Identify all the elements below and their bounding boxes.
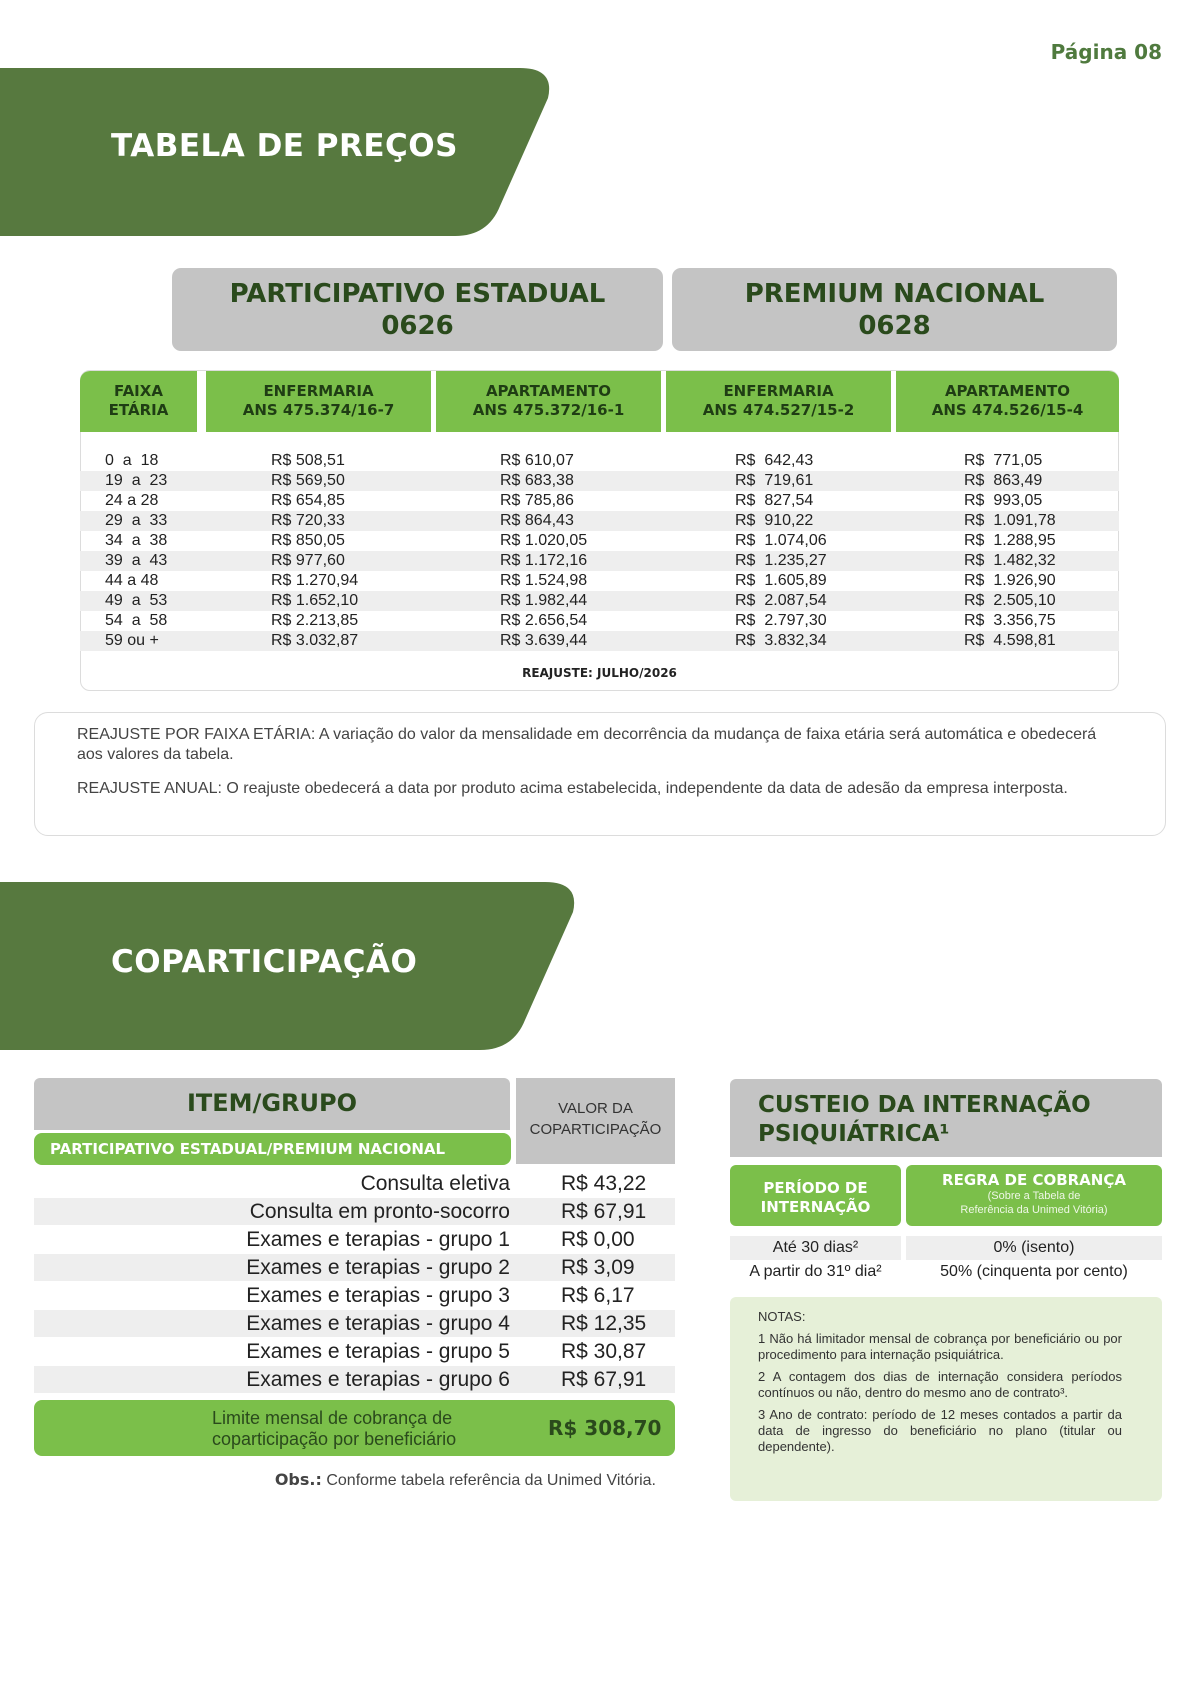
price-cell: R$ 1.926,90 (964, 572, 1056, 589)
item-label: Exames e terapias - grupo 4 (246, 1312, 510, 1335)
price-cell: R$ 977,60 (271, 552, 345, 569)
monthly-limit-row (34, 1400, 675, 1456)
obs-text: Conforme tabela referência da Unimed Vitória. (321, 1472, 656, 1489)
price-cell: R$ 3.832,34 (735, 632, 827, 649)
age-range: 34 a 38 (105, 532, 168, 549)
table-row (80, 471, 1119, 491)
price-cell: R$ 719,61 (735, 472, 814, 489)
table-row (80, 631, 1119, 651)
section-title: TABELA DE PREÇOS (111, 128, 458, 164)
column-header-apartamento-nacional (896, 371, 1119, 432)
header-line: ANS 475.374/16-7 (242, 401, 395, 419)
rule-cell: 50% (cinquenta por cento) (940, 1263, 1128, 1280)
price-cell: R$ 683,38 (500, 472, 574, 489)
custeio-title-line: CUSTEIO DA INTERNAÇÃO (758, 1092, 1091, 1118)
section-banner-precos (0, 68, 555, 236)
copart-row (34, 1310, 675, 1337)
price-cell: R$ 1.172,16 (500, 552, 588, 569)
rule-cell: 0% (isento) (906, 1236, 1162, 1260)
note-item: 1 Não há limitador mensal de cobrança por beneficiário ou por procedimento para internação psiquiátrica. (758, 1331, 1122, 1362)
header-line: ANS 474.527/15-2 (702, 401, 855, 419)
price-cell: R$ 863,49 (964, 472, 1043, 489)
price-cell: R$ 771,05 (964, 452, 1043, 469)
age-range: 19 a 23 (105, 472, 168, 489)
price-cell: R$ 2.213,85 (271, 612, 359, 629)
price-cell: R$ 864,43 (500, 512, 574, 529)
note-reajuste-anual: REAJUSTE ANUAL: O reajuste obedecerá a data por produto acima estabelecida, independente da data de adesão da empresa interposta. (77, 780, 1068, 797)
obs-label: Obs.: (274, 1470, 322, 1489)
table-row (80, 551, 1119, 571)
age-range: 24 a 28 (105, 492, 159, 509)
note-item: 3 Ano de contrato: período de 12 meses contados a partir da data de ingresso do beneficiário no plano (titular ou dependente). (758, 1407, 1122, 1454)
price-cell: R$ 850,05 (271, 532, 345, 549)
price-cell: R$ 3.356,75 (964, 612, 1056, 629)
plan-code: 0626 (381, 311, 454, 341)
header-line: PERÍODO DE (763, 1179, 868, 1197)
item-label: Exames e terapias - grupo 6 (246, 1368, 510, 1391)
plan-name: PREMIUM NACIONAL (744, 279, 1045, 309)
item-label: Exames e terapias - grupo 5 (246, 1340, 510, 1363)
header-line: VALOR DA (558, 1100, 633, 1117)
table-row (80, 591, 1119, 611)
price-cell: R$ 993,05 (964, 492, 1043, 509)
column-header-faixa (80, 371, 197, 432)
plan-code: 0628 (858, 311, 931, 341)
item-label: Consulta eletiva (360, 1172, 510, 1195)
column-header-apartamento-estadual (436, 371, 661, 432)
section-banner-coparticipacao (0, 882, 555, 1050)
price-cell: R$ 2.505,10 (964, 592, 1056, 609)
price-cell: R$ 910,22 (735, 512, 814, 529)
header-title: REGRA DE COBRANÇA (942, 1171, 1126, 1189)
price-cell: R$ 654,85 (271, 492, 345, 509)
price-cell: R$ 720,33 (271, 512, 345, 529)
item-label: Exames e terapias - grupo 1 (246, 1228, 510, 1251)
header-line: INTERNAÇÃO (760, 1198, 871, 1216)
note-faixa-etaria: REAJUSTE POR FAIXA ETÁRIA: A variação do valor da mensalidade em decorrência da mudança de faixa etária será automática e obedecerá aos valores da tabela. (77, 726, 1097, 763)
age-range: 44 a 48 (105, 572, 159, 589)
age-range: 54 a 58 (105, 612, 168, 629)
note-item: 2 A contagem dos dias de internação considera períodos contínuos ou não, dentro do mesmo ano de contrato³. (758, 1369, 1122, 1400)
period-cell: A partir do 31º dia² (749, 1263, 882, 1280)
age-range: 39 a 43 (105, 552, 168, 569)
value-header (516, 1078, 675, 1164)
item-value: R$ 30,87 (561, 1340, 647, 1363)
table-row (80, 451, 1119, 471)
price-cell: R$ 1.482,32 (964, 552, 1056, 569)
price-cell: R$ 1.288,95 (964, 532, 1056, 549)
table-row (80, 571, 1119, 591)
reajuste-notes (34, 712, 1166, 836)
table-row (80, 491, 1119, 511)
limit-label (212, 1408, 456, 1450)
price-cell: R$ 1.524,98 (500, 572, 588, 589)
price-cell: R$ 1.605,89 (735, 572, 827, 589)
price-cell: R$ 4.598,81 (964, 632, 1056, 649)
price-cell: R$ 642,43 (735, 452, 814, 469)
copart-row (34, 1338, 675, 1365)
price-cell: R$ 827,54 (735, 492, 814, 509)
limit-label-line: coparticipação por beneficiário (212, 1429, 457, 1449)
header-line: COPARTICIPAÇÃO (529, 1121, 662, 1138)
table-row (80, 611, 1119, 631)
price-cell: R$ 610,07 (500, 452, 574, 469)
header-line: APARTAMENTO (485, 382, 612, 400)
custeio-notes (730, 1297, 1162, 1501)
section-title: COPARTICIPAÇÃO (111, 944, 418, 980)
item-value: R$ 0,00 (561, 1228, 635, 1251)
age-range: 49 a 53 (105, 592, 168, 609)
price-cell: R$ 1.270,94 (271, 572, 359, 589)
plan-header-participativo (172, 268, 663, 351)
item-group-header: ITEM/GRUPO (34, 1078, 510, 1130)
obs-note (34, 1470, 656, 1490)
header-line: ANS 474.526/15-4 (931, 401, 1084, 419)
item-value: R$ 3,09 (561, 1256, 635, 1279)
plan-header-premium (672, 268, 1117, 351)
column-header-regra (906, 1165, 1162, 1226)
header-line: ETÁRIA (108, 401, 169, 419)
header-line: FAIXA (114, 382, 163, 400)
price-cell: R$ 2.656,54 (500, 612, 588, 629)
limit-label-line: Limite mensal de cobrança de (212, 1408, 453, 1428)
price-cell: R$ 1.982,44 (500, 592, 588, 609)
price-cell: R$ 3.032,87 (271, 632, 359, 649)
period-cell: Até 30 dias² (730, 1236, 901, 1260)
age-range: 29 a 33 (105, 512, 168, 529)
price-cell: R$ 1.074,06 (735, 532, 827, 549)
column-header-enfermaria-nacional (666, 371, 891, 432)
header-line: ANS 475.372/16-1 (472, 401, 625, 419)
item-value: R$ 67,91 (561, 1200, 647, 1223)
page-number: Página 08 (1050, 40, 1162, 64)
price-cell: R$ 1.091,78 (964, 512, 1056, 529)
custeio-header (730, 1079, 1162, 1157)
copart-row (34, 1170, 675, 1197)
item-value: R$ 6,17 (561, 1284, 635, 1307)
item-value: R$ 43,22 (561, 1172, 647, 1195)
item-label: Exames e terapias - grupo 3 (246, 1284, 510, 1307)
item-label: Exames e terapias - grupo 2 (246, 1256, 510, 1279)
item-value: R$ 67,91 (561, 1368, 647, 1391)
price-cell: R$ 785,86 (500, 492, 574, 509)
header-line: APARTAMENTO (944, 382, 1071, 400)
item-label: Consulta em pronto-socorro (249, 1200, 510, 1223)
price-cell: R$ 2.797,30 (735, 612, 827, 629)
table-row (80, 511, 1119, 531)
column-header-enfermaria-estadual (206, 371, 431, 432)
price-cell: R$ 1.020,05 (500, 532, 588, 549)
notes-title: NOTAS: (758, 1309, 806, 1324)
price-cell: R$ 3.639,44 (500, 632, 588, 649)
price-cell: R$ 1.235,27 (735, 552, 827, 569)
header-line: ENFERMARIA (263, 382, 374, 400)
price-cell: R$ 2.087,54 (735, 592, 827, 609)
column-header-periodo (730, 1165, 901, 1226)
header-subtitle: Referência da Unimed Vitória) (960, 1204, 1108, 1216)
age-range: 0 a 18 (105, 452, 159, 469)
table-row (80, 531, 1119, 551)
price-cell: R$ 569,50 (271, 472, 345, 489)
plan-name: PARTICIPATIVO ESTADUAL (229, 279, 606, 309)
plan-subheader: PARTICIPATIVO ESTADUAL/PREMIUM NACIONAL (34, 1133, 511, 1165)
copart-row (34, 1282, 675, 1309)
limit-value: R$ 308,70 (548, 1416, 662, 1440)
age-range: 59 ou + (105, 632, 159, 649)
header-line: ENFERMARIA (723, 382, 834, 400)
copart-row (34, 1226, 675, 1253)
price-cell: R$ 508,51 (271, 452, 345, 469)
price-cell: R$ 1.652,10 (271, 592, 359, 609)
custeio-title-line: PSIQUIÁTRICA¹ (758, 1121, 950, 1147)
copart-row (34, 1254, 675, 1281)
header-subtitle: (Sobre a Tabela de (987, 1190, 1081, 1202)
reajuste-date: REAJUSTE: JULHO/2026 (522, 666, 677, 680)
item-value: R$ 12,35 (561, 1312, 647, 1335)
copart-row (34, 1198, 675, 1225)
copart-row (34, 1366, 675, 1393)
